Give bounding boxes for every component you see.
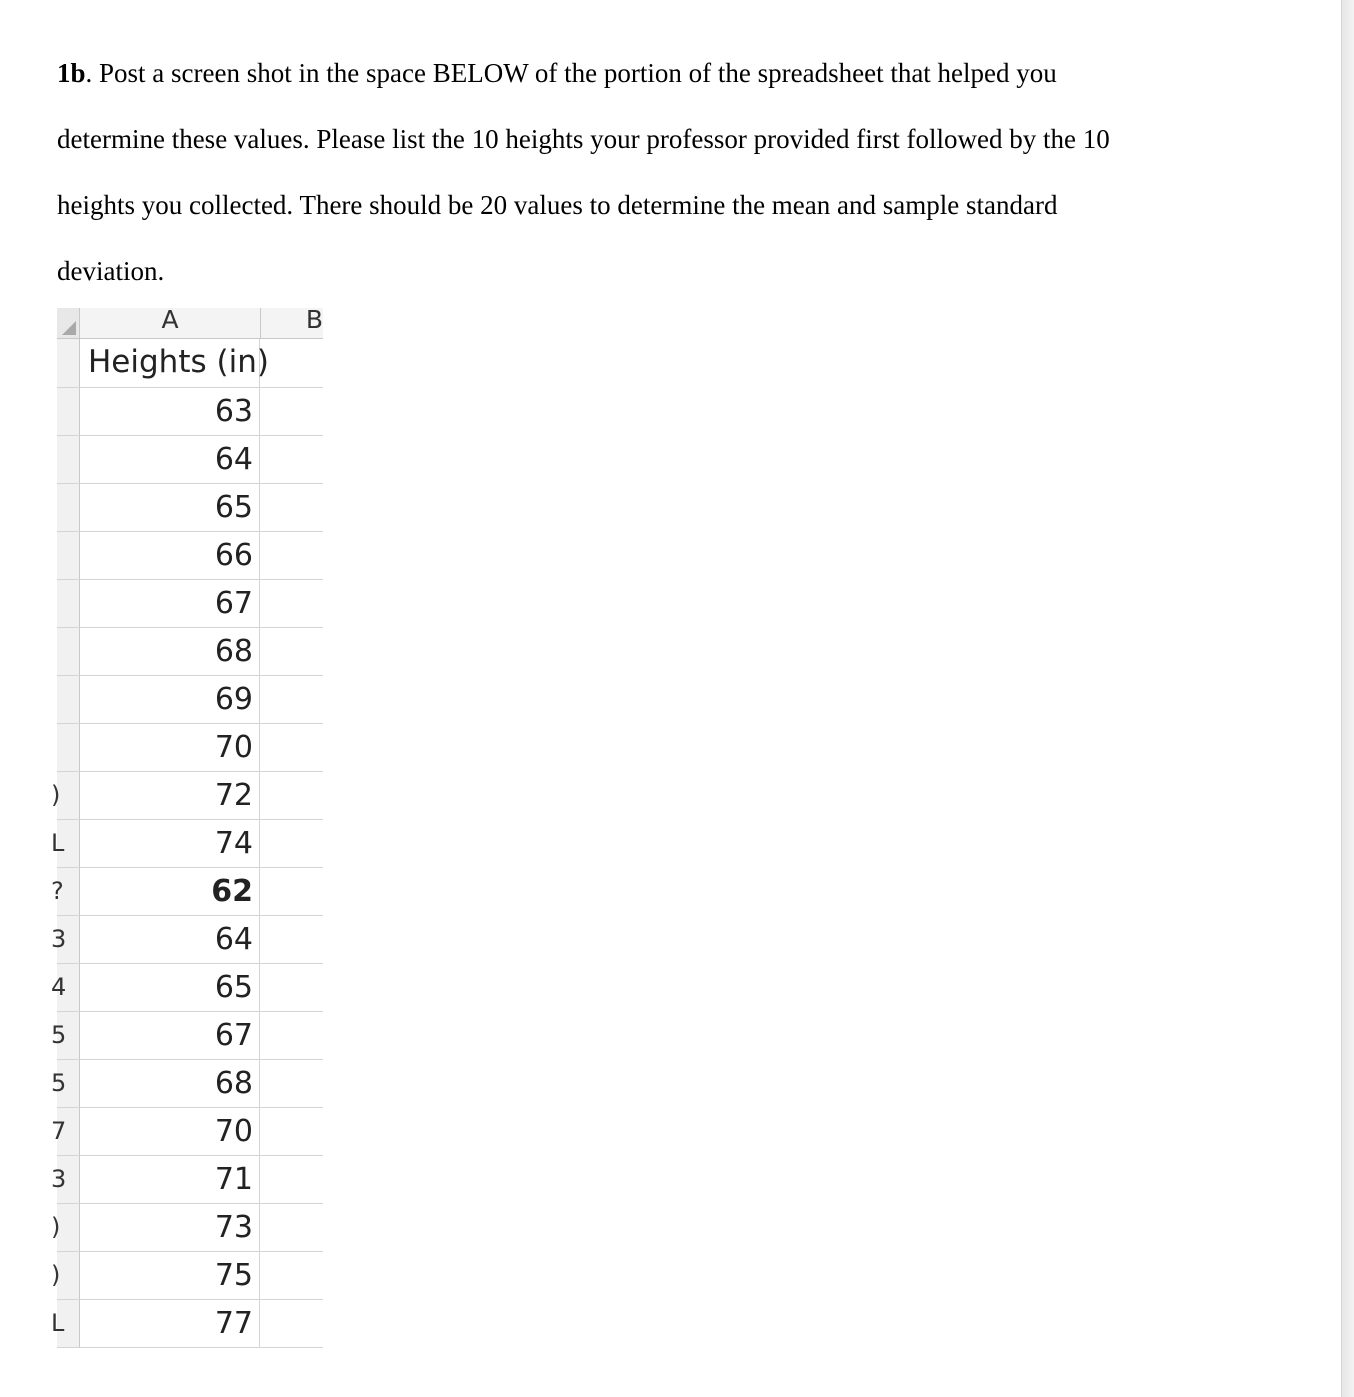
height-value-cell: 62: [80, 868, 260, 915]
cell-b: [261, 916, 323, 963]
cell-b: [261, 436, 323, 483]
column-header-b: B: [305, 305, 323, 334]
height-value-cell: 73: [80, 1204, 260, 1251]
height-value-cell: 72: [80, 772, 260, 819]
cell-b: [261, 628, 323, 675]
instruction-line-3: heights you collected. There should be 20 values to determine the mean and sample standard: [57, 190, 1058, 220]
table-row: [57, 484, 323, 532]
height-value-cell: 69: [80, 676, 260, 723]
column-header-row: [57, 305, 323, 339]
cell-b: [261, 484, 323, 531]
table-row: [51, 1156, 323, 1204]
cell-b: [261, 964, 323, 1011]
page-scroll-edge: [1341, 0, 1354, 1397]
row-number: ): [57, 1252, 80, 1299]
data-rows: [51, 388, 323, 1348]
cell-b: [261, 772, 323, 819]
row-number: [57, 724, 80, 771]
cell-b: [261, 580, 323, 627]
height-value-cell: 64: [80, 436, 260, 483]
instruction-line-4: deviation.: [57, 256, 165, 286]
row-number: [57, 388, 80, 435]
column-header-a: A: [80, 308, 261, 338]
cell-b: [261, 339, 323, 387]
cell-b: [261, 1012, 323, 1059]
height-value-cell: 68: [80, 628, 260, 675]
row-number: 4: [57, 964, 80, 1011]
table-row: [51, 1252, 323, 1300]
instruction-line-2: determine these values. Please list the 10 heights your professor provided first followed by the 10: [57, 124, 1110, 154]
question-number: 1b: [57, 58, 86, 88]
heights-header-cell: Heights (in): [80, 339, 260, 387]
table-row-header: [57, 339, 323, 388]
cell-b: [261, 1108, 323, 1155]
row-number: 5: [57, 1060, 80, 1107]
cell-b: [261, 388, 323, 435]
row-number: [57, 339, 80, 387]
row-number: 3: [57, 916, 80, 963]
instruction-line-1: 1b. Post a screen shot in the space BELOW of the portion of the spreadsheet that helped you: [57, 58, 1057, 88]
table-row: [57, 388, 323, 436]
height-value-cell: 63: [80, 388, 260, 435]
cell-b: [261, 868, 323, 915]
row-number: 7: [57, 1108, 80, 1155]
height-value-cell: 77: [80, 1300, 260, 1347]
row-number: [57, 628, 80, 675]
row-number: L: [57, 1300, 80, 1347]
table-row: [51, 1300, 323, 1348]
height-value-cell: 74: [80, 820, 260, 867]
row-number: [57, 676, 80, 723]
cell-b: [261, 820, 323, 867]
height-value-cell: 67: [80, 1012, 260, 1059]
table-row: [51, 1012, 323, 1060]
height-value-cell: 65: [80, 484, 260, 531]
row-number: ): [57, 772, 80, 819]
row-number: [57, 484, 80, 531]
cell-b: [261, 1252, 323, 1299]
height-value-cell: 65: [80, 964, 260, 1011]
row-number: ): [57, 1204, 80, 1251]
table-row: [51, 820, 323, 868]
table-row: [57, 436, 323, 484]
row-number: L: [57, 820, 80, 867]
table-row: [51, 1060, 323, 1108]
height-value-cell: 71: [80, 1156, 260, 1203]
table-row: [57, 628, 323, 676]
row-number: 3: [57, 1156, 80, 1203]
table-row: [51, 1204, 323, 1252]
question-instructions: [57, 40, 1257, 304]
row-number: ?: [57, 868, 80, 915]
height-value-cell: 67: [80, 580, 260, 627]
table-row: [57, 532, 323, 580]
cell-b: [261, 532, 323, 579]
row-number: [57, 436, 80, 483]
cell-b: [261, 1156, 323, 1203]
cell-b: [261, 1060, 323, 1107]
height-value-cell: 70: [80, 1108, 260, 1155]
spreadsheet-screenshot: [51, 305, 323, 1348]
table-row: [51, 916, 323, 964]
table-row: [51, 868, 323, 916]
cell-b: [261, 724, 323, 771]
row-number: [57, 532, 80, 579]
height-value-cell: 66: [80, 532, 260, 579]
table-row: [51, 1108, 323, 1156]
table-row: [51, 964, 323, 1012]
height-value-cell: 64: [80, 916, 260, 963]
select-all-corner: [57, 308, 80, 338]
cell-b: [261, 676, 323, 723]
height-value-cell: 68: [80, 1060, 260, 1107]
table-row: [57, 724, 323, 772]
height-value-cell: 70: [80, 724, 260, 771]
table-row: [57, 580, 323, 628]
cell-b: [261, 1204, 323, 1251]
cell-b: [261, 1300, 323, 1347]
row-number: 5: [57, 1012, 80, 1059]
table-row: [57, 676, 323, 724]
table-row: [51, 772, 323, 820]
height-value-cell: 75: [80, 1252, 260, 1299]
row-number: [57, 580, 80, 627]
